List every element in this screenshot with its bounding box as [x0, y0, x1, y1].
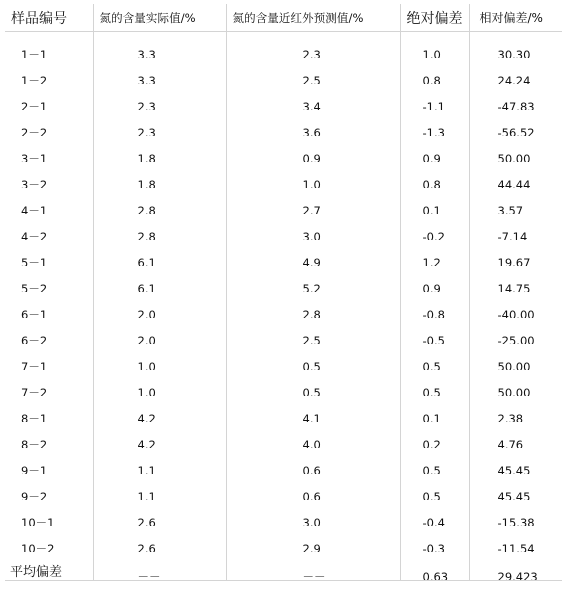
cell-rel-dev: 44.44 [469, 162, 562, 188]
cell-sample-id: 5－2 [21, 281, 48, 292]
cell-actual: 1.0 [93, 344, 226, 370]
average-abs-dev: 0.63 [400, 552, 469, 581]
cell-predicted: 3.6 [226, 110, 400, 136]
cell-abs-dev: -0.5 [400, 318, 469, 344]
cell-sample-id: 9－1 [21, 463, 48, 474]
cell-predicted: 2.7 [226, 188, 400, 214]
cell-actual: 1.0 [93, 370, 226, 396]
cell-abs-dev: 1.2 [400, 240, 469, 266]
cell-predicted: 4.1 [226, 396, 400, 422]
table-row [5, 448, 562, 474]
cell-rel-dev: 30.30 [469, 32, 562, 59]
table-row [5, 136, 562, 162]
cell-actual: 4.2 [93, 396, 226, 422]
cell-sample-id: 2－1 [21, 99, 48, 110]
cell-actual: 1.8 [93, 162, 226, 188]
cell-abs-dev: 1.0 [400, 32, 469, 59]
cell-rel-dev: -47.83 [469, 84, 562, 110]
average-row [5, 552, 562, 581]
cell-sample-id: 1－2 [21, 73, 48, 84]
cell-abs-dev: 0.8 [400, 162, 469, 188]
cell-actual: 2.8 [93, 214, 226, 240]
cell-actual: 3.3 [93, 32, 226, 59]
table-row [5, 292, 562, 318]
cell-rel-dev: 24.24 [469, 58, 562, 84]
cell-rel-dev: 50.00 [469, 370, 562, 396]
cell-abs-dev: 0.5 [400, 474, 469, 500]
average-rel-dev: 29.423 [469, 552, 562, 581]
cell-predicted: 0.5 [226, 344, 400, 370]
table-row [5, 162, 562, 188]
cell-actual: 2.8 [93, 188, 226, 214]
table-row [5, 58, 562, 84]
cell-sample-id: 8－1 [21, 411, 48, 422]
cell-predicted: 3.0 [226, 214, 400, 240]
nitrogen-comparison-table [5, 4, 562, 581]
cell-rel-dev: 45.45 [469, 448, 562, 474]
cell-predicted: 2.5 [226, 318, 400, 344]
cell-abs-dev: 0.5 [400, 448, 469, 474]
cell-abs-dev: 0.5 [400, 370, 469, 396]
table-row [5, 370, 562, 396]
cell-sample-id: 6－1 [21, 307, 48, 318]
cell-rel-dev: -56.52 [469, 110, 562, 136]
cell-actual: 1.8 [93, 136, 226, 162]
cell-rel-dev: -40.00 [469, 292, 562, 318]
cell-rel-dev: 14.75 [469, 266, 562, 292]
cell-actual: 2.3 [93, 110, 226, 136]
cell-predicted: 2.3 [226, 32, 400, 59]
cell-rel-dev: 50.00 [469, 136, 562, 162]
cell-actual: 2.3 [93, 84, 226, 110]
cell-predicted: 3.0 [226, 500, 400, 526]
cell-rel-dev: -15.38 [469, 500, 562, 526]
table-row [5, 500, 562, 526]
header-relative-deviation: 相对偏差/% [469, 4, 562, 32]
header-row [5, 4, 562, 32]
cell-sample-id: 5－1 [21, 255, 48, 266]
table-row [5, 474, 562, 500]
cell-actual: 4.2 [93, 422, 226, 448]
cell-sample-id: 7－2 [21, 385, 48, 396]
table-row [5, 396, 562, 422]
cell-abs-dev: 0.5 [400, 344, 469, 370]
cell-predicted: 4.9 [226, 240, 400, 266]
header-predicted-nitrogen: 氮的含量近红外预测值/% [226, 4, 400, 32]
cell-sample-id: 10－2 [21, 541, 55, 552]
cell-sample-id: 4－2 [21, 229, 48, 240]
cell-actual: 2.6 [93, 500, 226, 526]
cell-predicted: 0.9 [226, 136, 400, 162]
table-row [5, 318, 562, 344]
header-sample-id: 样品编号 [5, 4, 93, 32]
cell-predicted: 0.5 [226, 370, 400, 396]
cell-sample-id: 8－2 [21, 437, 48, 448]
cell-abs-dev: 0.1 [400, 188, 469, 214]
cell-sample-id: 1－1 [21, 47, 48, 58]
cell-abs-dev: 0.9 [400, 136, 469, 162]
cell-actual: 6.1 [93, 240, 226, 266]
cell-rel-dev: -7.14 [469, 214, 562, 240]
cell-abs-dev: -0.3 [400, 526, 469, 552]
average-label: 平均偏差 [5, 552, 93, 581]
cell-predicted: 5.2 [226, 266, 400, 292]
cell-abs-dev: 0.1 [400, 396, 469, 422]
cell-sample-id: 3－2 [21, 177, 48, 188]
cell-predicted: 3.4 [226, 84, 400, 110]
table-row [5, 188, 562, 214]
cell-actual: 1.1 [93, 474, 226, 500]
cell-predicted: 4.0 [226, 422, 400, 448]
cell-sample-id: 10－1 [21, 515, 55, 526]
average-predicted: －－ [226, 552, 400, 581]
table-row [5, 266, 562, 292]
cell-rel-dev: 4.76 [469, 422, 562, 448]
cell-predicted: 0.6 [226, 474, 400, 500]
cell-actual: 2.0 [93, 318, 226, 344]
cell-sample-id: 7－1 [21, 359, 48, 370]
average-actual: －－ [93, 552, 226, 581]
cell-sample-id: 3－1 [21, 151, 48, 162]
table-row [5, 32, 562, 59]
table-body [5, 32, 562, 581]
cell-rel-dev: 50.00 [469, 344, 562, 370]
cell-abs-dev: 0.2 [400, 422, 469, 448]
cell-sample-id: 2－2 [21, 125, 48, 136]
cell-rel-dev: 2.38 [469, 396, 562, 422]
cell-rel-dev: 45.45 [469, 474, 562, 500]
nitrogen-comparison-table-container [5, 4, 562, 581]
cell-abs-dev: -0.4 [400, 500, 469, 526]
cell-actual: 2.0 [93, 292, 226, 318]
cell-abs-dev: -0.8 [400, 292, 469, 318]
cell-abs-dev: -1.3 [400, 110, 469, 136]
cell-sample-id: 4－1 [21, 203, 48, 214]
table-row [5, 110, 562, 136]
cell-rel-dev: 19.67 [469, 240, 562, 266]
cell-abs-dev: -0.2 [400, 214, 469, 240]
cell-abs-dev: 0.8 [400, 58, 469, 84]
cell-abs-dev: -1.1 [400, 84, 469, 110]
cell-predicted: 2.9 [226, 526, 400, 552]
cell-actual: 2.6 [93, 526, 226, 552]
header-actual-nitrogen: 氮的含量实际值/% [93, 4, 226, 32]
cell-predicted: 2.5 [226, 58, 400, 84]
table-row [5, 214, 562, 240]
cell-predicted: 1.0 [226, 162, 400, 188]
cell-actual: 6.1 [93, 266, 226, 292]
cell-abs-dev: 0.9 [400, 266, 469, 292]
table-row [5, 344, 562, 370]
table-row [5, 422, 562, 448]
cell-actual: 3.3 [93, 58, 226, 84]
table-row [5, 84, 562, 110]
table-header [5, 4, 562, 32]
cell-predicted: 0.6 [226, 448, 400, 474]
cell-rel-dev: 3.57 [469, 188, 562, 214]
table-row [5, 526, 562, 552]
table-row [5, 240, 562, 266]
cell-actual: 1.1 [93, 448, 226, 474]
cell-sample-id: 9－2 [21, 489, 48, 500]
cell-rel-dev: -11.54 [469, 526, 562, 552]
cell-rel-dev: -25.00 [469, 318, 562, 344]
cell-predicted: 2.8 [226, 292, 400, 318]
cell-sample-id: 6－2 [21, 333, 48, 344]
header-absolute-deviation: 绝对偏差 [400, 4, 469, 32]
